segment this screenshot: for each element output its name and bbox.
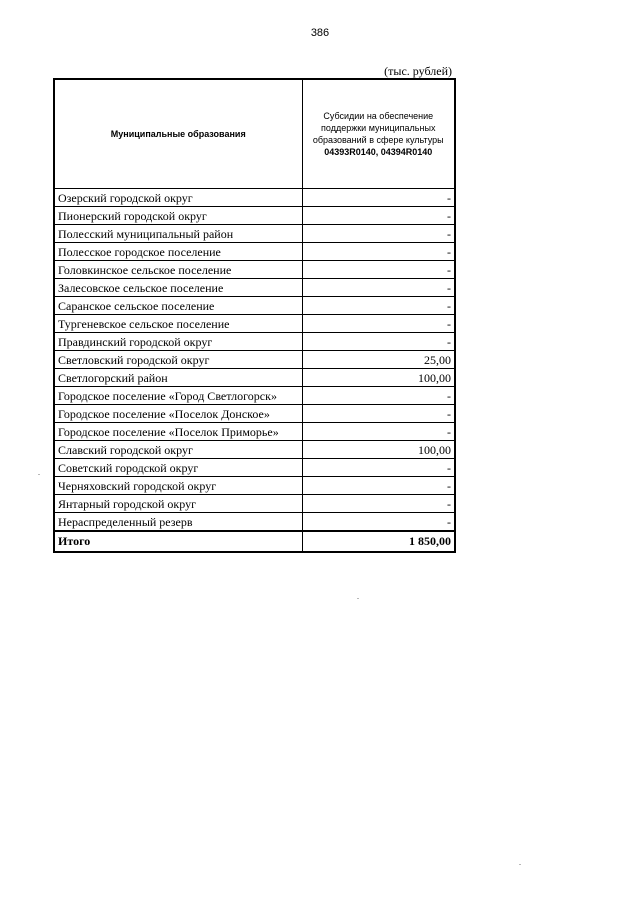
table-row [54, 297, 455, 315]
table-row [54, 387, 455, 405]
table-row [54, 279, 455, 297]
table-row [54, 225, 455, 243]
subsidy-value: - [302, 423, 455, 441]
total-value: 1 850,00 [302, 531, 455, 552]
table-row [54, 315, 455, 333]
municipality-name: Саранское сельское поселение [54, 297, 302, 315]
table-row [54, 207, 455, 225]
municipality-name: Городское поселение «Поселок Приморье» [54, 423, 302, 441]
subsidy-value: - [302, 261, 455, 279]
municipality-name: Пионерский городской округ [54, 207, 302, 225]
table-row [54, 189, 455, 207]
subsidy-value: - [302, 459, 455, 477]
municipality-name: Городское поселение «Поселок Донское» [54, 405, 302, 423]
municipality-name: Городское поселение «Город Светлогорск» [54, 387, 302, 405]
municipality-name: Залесовское сельское поселение [54, 279, 302, 297]
subsidy-value: 100,00 [302, 369, 455, 387]
municipality-name: Нераспределенный резерв [54, 513, 302, 532]
subsidy-value: - [302, 279, 455, 297]
subsidy-value: 100,00 [302, 441, 455, 459]
municipality-name: Правдинский городской округ [54, 333, 302, 351]
subsidy-value: - [302, 513, 455, 532]
table-row [54, 369, 455, 387]
scan-speck: . [357, 592, 359, 601]
subsidy-value: - [302, 315, 455, 333]
subsidy-value: - [302, 225, 455, 243]
total-row [54, 531, 455, 552]
table-body [54, 189, 455, 532]
scan-speck: . [38, 468, 40, 477]
table-row [54, 441, 455, 459]
subsidy-value: - [302, 189, 455, 207]
table-row [54, 495, 455, 513]
table-row [54, 423, 455, 441]
scan-speck: . [519, 858, 521, 867]
header-municipalities: Муниципальные образования [54, 79, 302, 189]
header-subsidies-text: Субсидии на обеспечение поддержки муниципальных образований в сфере культуры [312, 111, 444, 145]
subsidy-value: - [302, 477, 455, 495]
table-row [54, 405, 455, 423]
municipality-name: Светловский городской округ [54, 351, 302, 369]
header-subsidies [302, 79, 455, 189]
subsidy-value: - [302, 207, 455, 225]
subsidy-value: - [302, 297, 455, 315]
subsidy-value: - [302, 243, 455, 261]
subsidy-value: - [302, 333, 455, 351]
header-subsidies-codes: 04393R0140, 04394R0140 [324, 147, 433, 157]
table-row [54, 351, 455, 369]
municipality-name: Тургеневское сельское поселение [54, 315, 302, 333]
subsidy-table [53, 78, 456, 553]
municipality-name: Черняховский городской округ [54, 477, 302, 495]
table-row [54, 261, 455, 279]
municipality-name: Янтарный городской округ [54, 495, 302, 513]
municipality-name: Славский городской округ [54, 441, 302, 459]
municipality-name: Советский городской округ [54, 459, 302, 477]
table-row [54, 477, 455, 495]
page-number: 386 [310, 27, 330, 39]
total-label: Итого [54, 531, 302, 552]
table-row [54, 243, 455, 261]
units-label: (тыс. рублей) [384, 64, 452, 78]
table-row [54, 513, 455, 532]
table-row [54, 333, 455, 351]
subsidy-value: - [302, 387, 455, 405]
table-header-row [54, 79, 455, 189]
subsidy-value: - [302, 495, 455, 513]
table-row [54, 459, 455, 477]
municipality-name: Озерский городской округ [54, 189, 302, 207]
municipality-name: Головкинское сельское поселение [54, 261, 302, 279]
municipality-name: Полесский муниципальный район [54, 225, 302, 243]
municipality-name: Полесское городское поселение [54, 243, 302, 261]
municipality-name: Светлогорский район [54, 369, 302, 387]
subsidy-value: - [302, 405, 455, 423]
subsidy-value: 25,00 [302, 351, 455, 369]
